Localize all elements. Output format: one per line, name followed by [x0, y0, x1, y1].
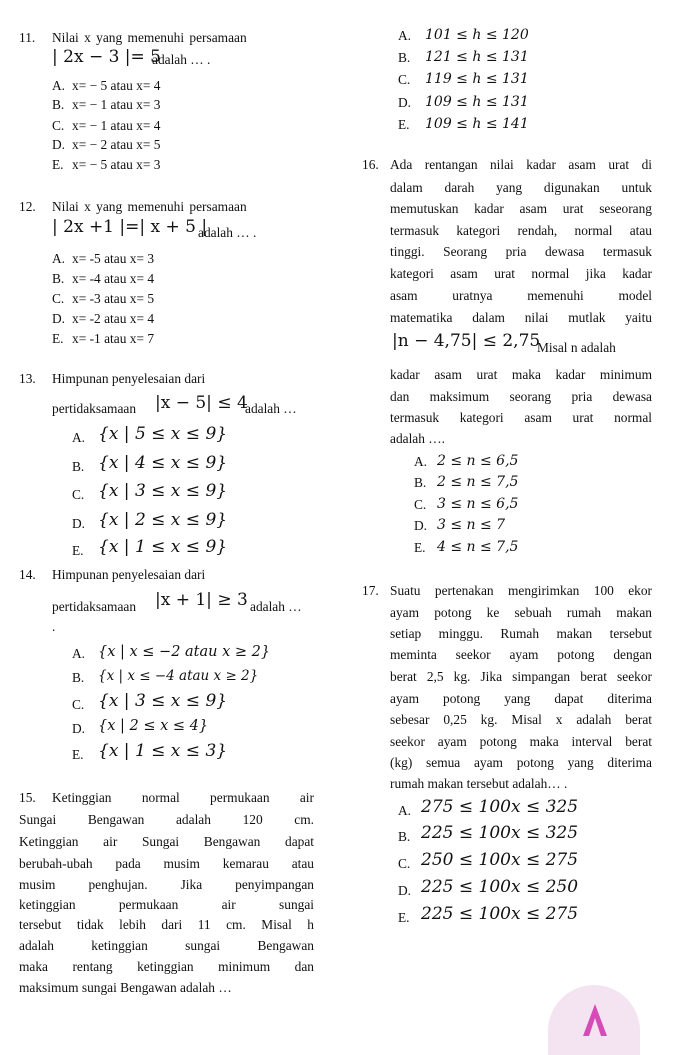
q11-equation: | 2x − 3 |= 5 — [52, 47, 161, 67]
q17-line: setiap minggu. Rumah makan tersebut — [390, 626, 652, 641]
q15-option-e-letter: E. — [398, 117, 410, 132]
q16-equation-suffix: Misal n adalah — [537, 340, 616, 355]
q14-option-b-letter: B. — [72, 670, 85, 685]
q13-option-a-letter: A. — [72, 430, 86, 445]
q11-stem: Nilai x yang memenuhi persamaan — [52, 30, 247, 45]
q12-option-e[interactable]: x= -1 atau x= 7 — [72, 331, 155, 346]
q15-line: Ketinggian normal permukaan air — [52, 790, 314, 805]
q16-equation: |n − 4,75| ≤ 2,75 — [392, 331, 541, 351]
q17-line: sebesar 0,25 kg. Misal x adalah berat — [390, 712, 652, 727]
q14-option-a[interactable]: {x | x ≤ −2 atau x ≥ 2} — [98, 644, 271, 660]
q15-line: berubah-ubah pada musim kemarau atau — [19, 856, 314, 871]
q17-line: ayam potong yang dapat diterima — [390, 691, 652, 706]
q16-line: dalam darah yang digunakan untuk — [390, 180, 652, 195]
q16-line: memutuskan kadar asam urat seseorang — [390, 201, 652, 216]
q16-line: asam uratnya memenuhi model — [390, 288, 652, 303]
q16-option-d-letter: D. — [414, 518, 428, 533]
q15-line: maka rentang ketinggian minimum dan — [19, 959, 314, 974]
q16-line: adalah …. — [390, 431, 446, 446]
q15-line: Sungai Bengawan adalah 120 cm. — [19, 812, 314, 827]
q16-line: termasuk kategori rendah, normal atau — [390, 223, 652, 238]
q16-option-e-letter: E. — [414, 540, 426, 555]
q12-number: 12. — [19, 199, 36, 214]
q15-option-d[interactable]: 109 ≤ h ≤ 131 — [425, 94, 529, 110]
q14-option-c[interactable]: {x | 3 ≤ x ≤ 9} — [98, 691, 228, 711]
q13-option-d-letter: D. — [72, 516, 86, 531]
q12-option-d[interactable]: x= -2 atau x= 4 — [72, 311, 155, 326]
q15-line: ketinggian permukaan air sungai — [19, 897, 314, 912]
q13-option-c[interactable]: {x | 3 ≤ x ≤ 9} — [98, 481, 228, 501]
q12-option-d-letter: D. — [52, 311, 66, 326]
q14-option-e[interactable]: {x | 1 ≤ x ≤ 3} — [98, 741, 228, 761]
q11-option-d[interactable]: x= − 2 atau x= 5 — [72, 137, 161, 152]
q17-option-d[interactable]: 225 ≤ 100x ≤ 250 — [421, 877, 579, 897]
q17-number: 17. — [362, 583, 379, 598]
q16-line: dan maksimum seorang pria dewasa — [390, 389, 652, 404]
q12-option-b-letter: B. — [52, 271, 65, 286]
q15-number: 15. — [19, 790, 36, 805]
q11-option-b-letter: B. — [52, 97, 65, 112]
q15-line: maksimum sungai Bengawan adalah … — [19, 980, 232, 995]
q13-option-d[interactable]: {x | 2 ≤ x ≤ 9} — [98, 510, 228, 530]
q17-line: ayam potong ke sebuah rumah makan — [390, 605, 652, 620]
q13-option-c-letter: C. — [72, 487, 85, 502]
q17-option-c-letter: C. — [398, 856, 411, 871]
q16-line: termasuk kategori asam urat normal — [390, 410, 652, 425]
q13-stem-prefix: pertidaksamaan — [52, 401, 137, 416]
q16-line: tinggi. Seorang pria dewasa termasuk — [390, 244, 652, 259]
q17-line: meminta seekor ayam potong dengan — [390, 647, 652, 662]
q17-line: berat 2,5 kg. Jika simpangan berat seekor — [390, 669, 652, 684]
q15-line: musim penghujan. Jika penyimpangan — [19, 877, 314, 892]
q15-line: adalah ketinggian sungai Bengawan — [19, 938, 314, 953]
q14-option-d[interactable]: {x | 2 ≤ x ≤ 4} — [98, 718, 209, 734]
q13-stem-suffix: adalah … — [245, 401, 297, 416]
q12-option-a[interactable]: x= -5 atau x= 3 — [72, 251, 155, 266]
q11-option-e-letter: E. — [52, 157, 64, 172]
q16-option-c-letter: C. — [414, 497, 427, 512]
q13-option-b[interactable]: {x | 4 ≤ x ≤ 9} — [98, 453, 228, 473]
q11-option-c-letter: C. — [52, 118, 65, 133]
q15-option-d-letter: D. — [398, 95, 412, 110]
q15-line: Ketinggian air Sungai Bengawan dapat — [19, 834, 314, 849]
q13-option-b-letter: B. — [72, 459, 85, 474]
q12-equation: | 2x +1 |=| x + 5 | — [52, 217, 208, 237]
q12-option-b[interactable]: x= -4 atau x= 4 — [72, 271, 155, 286]
q14-stem: Himpunan penyelesaian dari — [52, 567, 206, 582]
q11-option-c[interactable]: x= − 1 atau x= 4 — [72, 118, 161, 133]
q17-option-c[interactable]: 250 ≤ 100x ≤ 275 — [421, 850, 579, 870]
q15-option-c[interactable]: 119 ≤ h ≤ 131 — [425, 71, 529, 87]
q17-line: (kg) semua ayam potong yang diterima — [390, 755, 652, 770]
q12-option-a-letter: A. — [52, 251, 66, 266]
q11-option-a-letter: A. — [52, 78, 66, 93]
q15-option-b[interactable]: 121 ≤ h ≤ 131 — [425, 49, 529, 65]
q14-stem-prefix: pertidaksamaan — [52, 599, 137, 614]
q16-line: Ada rentangan nilai kadar asam urat di — [390, 157, 652, 172]
q12-stem-suffix: adalah … . — [198, 225, 257, 240]
q16-option-a[interactable]: 2 ≤ n ≤ 6,5 — [437, 453, 519, 469]
q17-line: rumah makan tersebut adalah… . — [390, 776, 568, 791]
q13-stem: Himpunan penyelesaian dari — [52, 371, 206, 386]
q17-option-b-letter: B. — [398, 829, 411, 844]
q17-option-d-letter: D. — [398, 883, 412, 898]
q15-option-c-letter: C. — [398, 72, 411, 87]
q11-option-d-letter: D. — [52, 137, 66, 152]
q11-number: 11. — [19, 30, 36, 45]
q15-option-b-letter: B. — [398, 50, 411, 65]
q15-option-e[interactable]: 109 ≤ h ≤ 141 — [425, 116, 529, 132]
q13-option-e-letter: E. — [72, 543, 84, 558]
q16-option-d[interactable]: 3 ≤ n ≤ 7 — [437, 517, 506, 533]
q17-option-a[interactable]: 275 ≤ 100x ≤ 325 — [421, 797, 579, 817]
q17-option-a-letter: A. — [398, 803, 412, 818]
q16-option-b-letter: B. — [414, 475, 427, 490]
q13-option-e[interactable]: {x | 1 ≤ x ≤ 9} — [98, 537, 228, 557]
q12-stem: Nilai x yang memenuhi persamaan — [52, 199, 247, 214]
q16-option-e[interactable]: 4 ≤ n ≤ 7,5 — [437, 539, 519, 555]
q15-option-a-letter: A. — [398, 28, 412, 43]
q17-option-e-letter: E. — [398, 910, 410, 925]
q14-stem-tail: . — [52, 619, 56, 634]
q14-option-b[interactable]: {x | x ≤ −4 atau x ≥ 2} — [98, 668, 259, 684]
q16-line: kategori asam urat normal jika kadar — [390, 266, 652, 281]
q16-option-b[interactable]: 2 ≤ n ≤ 7,5 — [437, 474, 519, 490]
q14-number: 14. — [19, 567, 36, 582]
q11-option-b[interactable]: x= − 1 atau x= 3 — [72, 97, 161, 112]
corner-logo-icon — [575, 1000, 615, 1040]
q14-option-c-letter: C. — [72, 697, 85, 712]
q12-option-c[interactable]: x= -3 atau x= 5 — [72, 291, 155, 306]
q16-line: kadar asam urat maka kadar minimum — [390, 367, 652, 382]
q15-line: tersebut tidak lebih dari 11 cm. Misal h — [19, 917, 314, 932]
q16-option-a-letter: A. — [414, 454, 428, 469]
q16-option-c[interactable]: 3 ≤ n ≤ 6,5 — [437, 496, 519, 512]
q16-line: matematika dalam nilai mutlak yaitu — [390, 310, 652, 325]
q11-stem-suffix: adalah … . — [152, 52, 211, 67]
q14-option-d-letter: D. — [72, 721, 86, 736]
q17-option-e[interactable]: 225 ≤ 100x ≤ 275 — [421, 904, 579, 924]
q12-option-e-letter: E. — [52, 331, 64, 346]
q13-option-a[interactable]: {x | 5 ≤ x ≤ 9} — [98, 424, 228, 444]
q11-option-e[interactable]: x= − 5 atau x= 3 — [72, 157, 161, 172]
q11-option-a[interactable]: x= − 5 atau x= 4 — [72, 78, 161, 93]
q14-option-e-letter: E. — [72, 747, 84, 762]
q14-option-a-letter: A. — [72, 646, 86, 661]
q14-stem-suffix: adalah … — [250, 599, 302, 614]
q13-number: 13. — [19, 371, 36, 386]
q15-option-a[interactable]: 101 ≤ h ≤ 120 — [425, 27, 529, 43]
q17-line: seekor ayam potong maka interval berat — [390, 734, 652, 749]
q14-equation: |x + 1| ≥ 3 — [155, 590, 248, 610]
q12-option-c-letter: C. — [52, 291, 65, 306]
q17-option-b[interactable]: 225 ≤ 100x ≤ 325 — [421, 823, 579, 843]
q17-line: Suatu pertenakan mengirimkan 100 ekor — [390, 583, 652, 598]
q13-equation: |x − 5| ≤ 4 — [155, 393, 248, 413]
q16-number: 16. — [362, 157, 379, 172]
